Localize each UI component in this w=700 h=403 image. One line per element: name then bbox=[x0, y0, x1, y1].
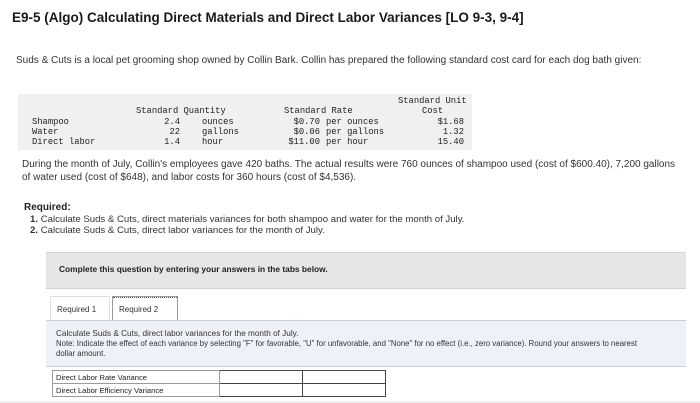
row-cost: 15.40 bbox=[437, 137, 464, 147]
row-qty: 1.4 bbox=[164, 137, 180, 147]
row-rate: $11.00 bbox=[288, 137, 320, 147]
required-item-text: Calculate Suds & Cuts, direct labor variances for the month of July. bbox=[40, 225, 325, 236]
effect-select[interactable] bbox=[303, 371, 386, 384]
required-item-1 bbox=[30, 214, 464, 225]
row-qty-unit: hour bbox=[202, 137, 224, 147]
amount-input[interactable] bbox=[220, 371, 303, 384]
required-heading: Required: bbox=[24, 202, 71, 213]
row-rate-unit: per ounces bbox=[326, 117, 379, 127]
required-item-number: 2. bbox=[30, 225, 39, 236]
row-cost: 1.32 bbox=[442, 127, 464, 137]
table-row bbox=[53, 384, 386, 397]
row-rate-unit: per hour bbox=[326, 137, 369, 147]
tab-required-2[interactable] bbox=[112, 296, 178, 320]
required-item-2 bbox=[30, 225, 325, 236]
row-item: Direct labor bbox=[32, 137, 96, 147]
header-standard-quantity: Standard Quantity bbox=[136, 106, 226, 116]
effect-select[interactable] bbox=[303, 384, 386, 397]
tab-focus-outline bbox=[113, 297, 177, 300]
row-item: Water bbox=[32, 127, 59, 137]
question-panel bbox=[46, 320, 686, 367]
tab-required-1[interactable] bbox=[50, 296, 110, 320]
row-rate: $0.70 bbox=[293, 117, 320, 127]
row-label: Direct Labor Efficiency Variance bbox=[53, 384, 220, 397]
row-item: Shampoo bbox=[32, 117, 69, 127]
row-qty: 2.4 bbox=[164, 117, 180, 127]
answer-table bbox=[52, 370, 386, 397]
panel-note: Note: Indicate the effect of each variance by selecting "F" for favorable, "U" for unfavorable, and "None" for no effect (i.e., zero variance). Round your answers to nearest dollar amount. bbox=[56, 339, 638, 358]
row-rate-unit: per gallons bbox=[326, 127, 385, 137]
table-row bbox=[53, 371, 386, 384]
row-qty-unit: gallons bbox=[202, 127, 239, 137]
required-item-text: Calculate Suds & Cuts, direct materials variances for both shampoo and water for the month of July. bbox=[40, 214, 465, 225]
page-title: E9-5 (Algo) Calculating Direct Materials and Direct Labor Variances [LO 9-3, 9-4] bbox=[12, 10, 524, 25]
instructions-banner bbox=[46, 252, 686, 289]
panel-question: Calculate Suds & Cuts, direct labor variances for the month of July. bbox=[56, 329, 299, 338]
header-cost: Cost bbox=[422, 106, 444, 116]
banner-text: Complete this question by entering your answers in the tabs below. bbox=[59, 264, 328, 274]
actual-results-paragraph: During the month of July, Collin's employees gave 420 baths. The actual results were 760 ounces of shampoo used (cost of $600.40), 7,200 gallons of water used (cost of $648), and labor costs for 360 hours (cost of $4,536). bbox=[22, 159, 676, 183]
amount-input[interactable] bbox=[220, 384, 303, 397]
tab-label: Required 2 bbox=[119, 305, 159, 314]
row-label: Direct Labor Rate Variance bbox=[53, 371, 220, 384]
standard-cost-card bbox=[18, 94, 472, 150]
row-qty-unit: ounces bbox=[202, 117, 234, 127]
row-cost: $1.68 bbox=[437, 117, 464, 127]
header-standard-unit: Standard Unit bbox=[398, 96, 467, 106]
intro-text: Suds & Cuts is a local pet grooming shop owned by Collin Bark. Collin has prepared the following standard cost card for each dog bath given: bbox=[16, 55, 642, 66]
header-standard-rate: Standard Rate bbox=[284, 106, 353, 116]
row-qty: 22 bbox=[169, 127, 180, 137]
row-rate: $0.06 bbox=[293, 127, 320, 137]
tab-label: Required 1 bbox=[57, 305, 97, 314]
required-item-number: 1. bbox=[30, 214, 39, 225]
